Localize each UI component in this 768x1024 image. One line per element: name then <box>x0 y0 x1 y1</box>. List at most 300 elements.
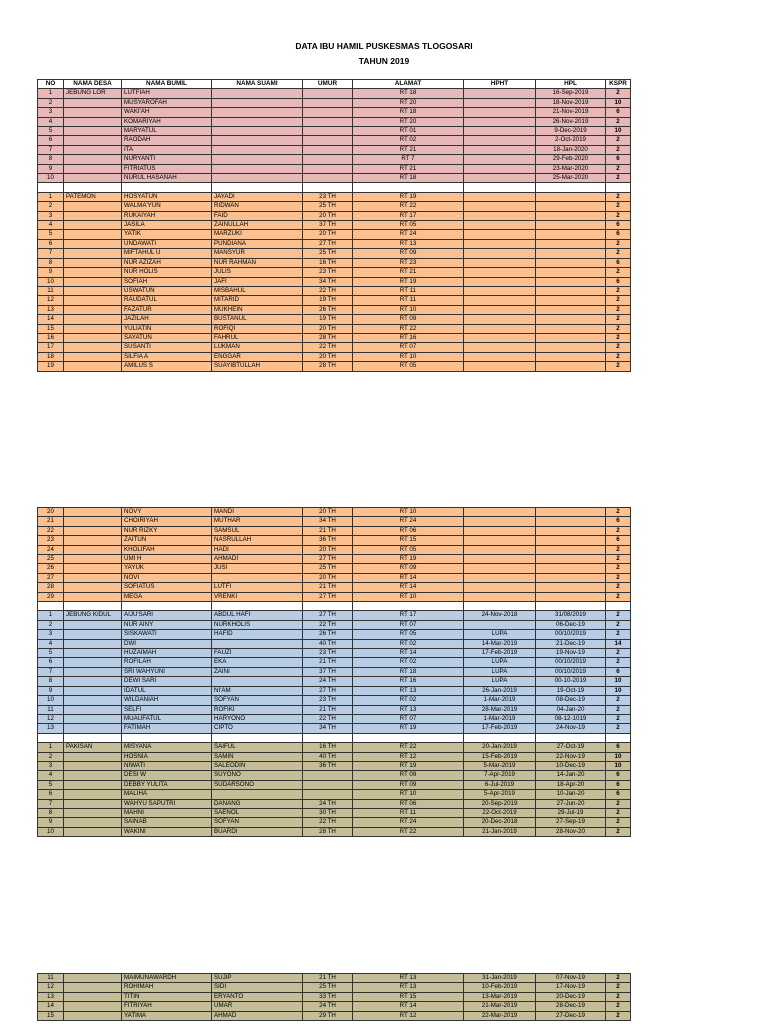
cell-alamat: RT 17 <box>353 611 464 620</box>
cell-umur <box>303 733 353 742</box>
cell-no: 6 <box>38 136 64 145</box>
cell-kspr: 2 <box>606 649 631 658</box>
cell-hpl <box>536 305 606 314</box>
cell-nama-desa <box>64 305 122 314</box>
cell-nama-suami: SOFYAN <box>212 696 303 705</box>
cell-umur: 37 TH <box>303 667 353 676</box>
cell-no: 7 <box>38 667 64 676</box>
cell-nama-bumil: SAYATUN <box>122 333 212 342</box>
cell-nama-suami: SAMSUL <box>212 526 303 535</box>
cell-umur: 24 TH <box>303 677 353 686</box>
cell-kspr: 2 <box>606 202 631 211</box>
cell-umur: 22 TH <box>303 286 353 295</box>
cell-nama-suami <box>212 108 303 117</box>
table-row <box>38 221 631 230</box>
cell-no: 5 <box>38 230 64 239</box>
cell-hpht <box>464 324 536 333</box>
cell-nama-bumil: DEBBY YULITA <box>122 780 212 789</box>
table-row <box>38 780 631 789</box>
cell-hpl <box>536 602 606 611</box>
cell-no: 10 <box>38 696 64 705</box>
cell-hpht <box>464 164 536 173</box>
cell-hpht <box>464 555 536 564</box>
cell-umur <box>303 145 353 154</box>
cell-hpht: 26-Jan-2019 <box>464 686 536 695</box>
cell-hpl <box>536 249 606 258</box>
cell-alamat: RT 05 <box>353 362 464 371</box>
cell-hpl: 22-Nov-19 <box>536 752 606 761</box>
cell-umur: 20 TH <box>303 352 353 361</box>
cell-hpht <box>464 268 536 277</box>
cell-no: 27 <box>38 573 64 582</box>
cell-nama-desa <box>64 583 122 592</box>
cell-nama-suami: EKA <box>212 658 303 667</box>
cell-hpht <box>464 249 536 258</box>
table-row <box>38 592 631 601</box>
cell-hpht <box>464 230 536 239</box>
cell-nama-bumil: MEGA <box>122 592 212 601</box>
cell-nama-suami: MARZUKI <box>212 230 303 239</box>
cell-hpht <box>464 202 536 211</box>
cell-nama-bumil <box>122 733 212 742</box>
cell-nama-bumil: FATIMAH <box>122 724 212 733</box>
cell-nama-bumil: NIWATI <box>122 761 212 770</box>
cell-kspr: 2 <box>606 211 631 220</box>
cell-nama-desa <box>64 362 122 371</box>
cell-hpl <box>536 517 606 526</box>
cell-hpl <box>536 592 606 601</box>
cell-alamat: RT 06 <box>353 526 464 535</box>
cell-nama-desa <box>64 211 122 220</box>
cell-umur <box>303 136 353 145</box>
cell-hpht <box>464 362 536 371</box>
cell-alamat: RT 20 <box>353 117 464 126</box>
cell-hpl <box>536 183 606 192</box>
cell-hpl: 19-Nov-19 <box>536 649 606 658</box>
cell-alamat: RT 22 <box>353 324 464 333</box>
cell-hpl: 21-Nov-2019 <box>536 108 606 117</box>
cell-alamat: RT 05 <box>353 545 464 554</box>
cell-nama-suami: ABDUL HAFI <box>212 611 303 620</box>
cell-no: 9 <box>38 164 64 173</box>
cell-no: 5 <box>38 780 64 789</box>
cell-hpht <box>464 602 536 611</box>
cell-no: 23 <box>38 536 64 545</box>
table-row <box>38 517 631 526</box>
cell-kspr: 2 <box>606 545 631 554</box>
cell-kspr: 6 <box>606 517 631 526</box>
cell-no: 9 <box>38 686 64 695</box>
cell-nama-desa <box>64 686 122 695</box>
cell-umur: 20 TH <box>303 230 353 239</box>
cell-hpht: LUPA <box>464 667 536 676</box>
cell-nama-suami <box>212 733 303 742</box>
cell-hpl <box>536 564 606 573</box>
cell-hpht <box>464 136 536 145</box>
table-row <box>38 724 631 733</box>
cell-nama-suami: BUSTANUL <box>212 315 303 324</box>
cell-nama-suami <box>212 677 303 686</box>
table-row <box>38 239 631 248</box>
cell-hpht <box>464 277 536 286</box>
table-row <box>38 992 631 1001</box>
cell-nama-suami: BUARDI <box>212 827 303 836</box>
cell-nama-desa <box>64 564 122 573</box>
table-row <box>38 752 631 761</box>
cell-hpl <box>536 230 606 239</box>
cell-nama-suami: DANANG <box>212 799 303 808</box>
cell-alamat: RT 02 <box>353 639 464 648</box>
cell-alamat: RT 22 <box>353 827 464 836</box>
table-row <box>38 508 631 517</box>
cell-hpht: 15-Feb-2019 <box>464 752 536 761</box>
cell-kspr <box>606 733 631 742</box>
cell-nama-bumil: CHOIRIYAH <box>122 517 212 526</box>
cell-nama-bumil: DEWI SARI <box>122 677 212 686</box>
cell-hpl: 17-Nov-19 <box>536 983 606 992</box>
cell-nama-desa <box>64 790 122 799</box>
cell-no: 2 <box>38 98 64 107</box>
cell-nama-bumil: USWATUN <box>122 286 212 295</box>
table-row <box>38 799 631 808</box>
cell-no: 6 <box>38 239 64 248</box>
cell-nama-bumil: ITA <box>122 145 212 154</box>
cell-hpl: 27-Oct-19 <box>536 743 606 752</box>
cell-hpl: 2-Oct-2019 <box>536 136 606 145</box>
cell-hpl: 10-Dec-19 <box>536 761 606 770</box>
cell-nama-suami: JULIS <box>212 268 303 277</box>
cell-alamat: RT 10 <box>353 508 464 517</box>
cell-kspr <box>606 602 631 611</box>
cell-nama-suami <box>212 174 303 183</box>
cell-umur: 25 TH <box>303 564 353 573</box>
cell-no: 3 <box>38 630 64 639</box>
cell-nama-desa <box>64 761 122 770</box>
cell-nama-desa <box>64 164 122 173</box>
cell-umur: 40 TH <box>303 639 353 648</box>
cell-hpl <box>536 583 606 592</box>
cell-hpl: 08-12-1019 <box>536 714 606 723</box>
cell-hpl <box>536 526 606 535</box>
cell-no: 28 <box>38 583 64 592</box>
cell-alamat <box>353 183 464 192</box>
table-spacer-row <box>38 183 631 192</box>
cell-nama-suami <box>212 602 303 611</box>
cell-nama-suami <box>212 164 303 173</box>
cell-hpht: 20-Dec-2018 <box>464 818 536 827</box>
cell-hpht: 21-Mar-2019 <box>464 1002 536 1011</box>
cell-nama-suami: LUKMAN <box>212 343 303 352</box>
cell-umur: 22 TH <box>303 714 353 723</box>
cell-nama-suami: ZAINULLAH <box>212 221 303 230</box>
cell-nama-bumil: SOFIAH <box>122 277 212 286</box>
cell-kspr: 10 <box>606 686 631 695</box>
cell-nama-bumil: MIFTAHUL U <box>122 249 212 258</box>
cell-nama-suami: JAYADI <box>212 192 303 201</box>
cell-kspr: 6 <box>606 221 631 230</box>
cell-alamat: RT 06 <box>353 799 464 808</box>
cell-no: 21 <box>38 517 64 526</box>
cell-umur: 36 TH <box>303 761 353 770</box>
cell-no: 11 <box>38 286 64 295</box>
cell-no: 4 <box>38 771 64 780</box>
cell-nama-bumil: DWI <box>122 639 212 648</box>
table-row <box>38 620 631 629</box>
table-row <box>38 611 631 620</box>
cell-hpht <box>464 733 536 742</box>
cell-hpht <box>464 117 536 126</box>
table-row <box>38 536 631 545</box>
cell-hpht: 13-Mar-2019 <box>464 992 536 1001</box>
cell-umur <box>303 98 353 107</box>
cell-no <box>38 183 64 192</box>
cell-nama-bumil: KHOLIFAH <box>122 545 212 554</box>
cell-no: 17 <box>38 343 64 352</box>
cell-no: 4 <box>38 117 64 126</box>
cell-kspr: 2 <box>606 117 631 126</box>
cell-hpl: 00/10/2019 <box>536 630 606 639</box>
cell-umur: 21 TH <box>303 705 353 714</box>
cell-alamat: RT 02 <box>353 658 464 667</box>
cell-hpl: 29-Jul-19 <box>536 808 606 817</box>
cell-hpl: 27-Dec-19 <box>536 1011 606 1020</box>
table-row <box>38 127 631 136</box>
cell-nama-suami <box>212 127 303 136</box>
cell-kspr: 2 <box>606 89 631 98</box>
cell-umur <box>303 108 353 117</box>
cell-kspr: 2 <box>606 324 631 333</box>
cell-hpht <box>464 620 536 629</box>
cell-alamat: RT 10 <box>353 352 464 361</box>
cell-nama-bumil: FITRIATUS <box>122 164 212 173</box>
cell-umur: 27 TH <box>303 686 353 695</box>
cell-hpht <box>464 258 536 267</box>
cell-alamat: RT 02 <box>353 696 464 705</box>
cell-no: 8 <box>38 677 64 686</box>
cell-hpht <box>464 315 536 324</box>
cell-hpl <box>536 324 606 333</box>
cell-nama-bumil: WILDANIAH <box>122 696 212 705</box>
cell-hpht: 7-Apr-2019 <box>464 771 536 780</box>
cell-no: 20 <box>38 508 64 517</box>
table-row <box>38 639 631 648</box>
cell-umur: 20 TH <box>303 545 353 554</box>
cell-nama-bumil: UNDAWATI <box>122 239 212 248</box>
cell-alamat <box>353 602 464 611</box>
cell-nama-bumil: HUZAIMAH <box>122 649 212 658</box>
cell-hpl <box>536 286 606 295</box>
cell-nama-bumil: MAIMUNAWARDH <box>122 974 212 983</box>
cell-no: 12 <box>38 983 64 992</box>
cell-nama-suami: AHMADI <box>212 555 303 564</box>
cell-nama-desa: JEBUNG KIDUL <box>64 611 122 620</box>
cell-hpht <box>464 564 536 573</box>
column-header: HPL <box>536 80 606 89</box>
cell-no: 8 <box>38 808 64 817</box>
cell-umur: 27 TH <box>303 611 353 620</box>
cell-nama-desa <box>64 620 122 629</box>
cell-umur: 21 TH <box>303 583 353 592</box>
cell-alamat: RT 17 <box>353 211 464 220</box>
cell-alamat: RT 19 <box>353 192 464 201</box>
cell-nama-suami: ZAINI <box>212 667 303 676</box>
table-row <box>38 974 631 983</box>
cell-hpht: 20-Sep-2019 <box>464 799 536 808</box>
cell-alamat: RT 21 <box>353 268 464 277</box>
cell-nama-suami: FAHRUL <box>212 333 303 342</box>
cell-nama-suami <box>212 155 303 164</box>
cell-hpht <box>464 592 536 601</box>
cell-hpl <box>536 536 606 545</box>
table-row <box>38 983 631 992</box>
cell-kspr: 6 <box>606 277 631 286</box>
cell-nama-desa <box>64 658 122 667</box>
cell-nama-bumil: NUR RIZKY <box>122 526 212 535</box>
cell-no: 26 <box>38 564 64 573</box>
cell-hpht: 6-Jul-2019 <box>464 780 536 789</box>
cell-kspr: 6 <box>606 771 631 780</box>
table-row <box>38 192 631 201</box>
cell-alamat: RT 07 <box>353 343 464 352</box>
cell-kspr: 6 <box>606 108 631 117</box>
cell-nama-desa <box>64 136 122 145</box>
cell-umur <box>303 602 353 611</box>
table-row <box>38 686 631 695</box>
cell-nama-bumil: WAHYU SAPUTRI <box>122 799 212 808</box>
table-row <box>38 98 631 107</box>
column-header: KSPR <box>606 80 631 89</box>
cell-nama-desa <box>64 145 122 154</box>
cell-nama-suami: SAMIN <box>212 752 303 761</box>
cell-no: 12 <box>38 296 64 305</box>
cell-kspr: 2 <box>606 974 631 983</box>
cell-no: 22 <box>38 526 64 535</box>
cell-nama-desa: PATEMON <box>64 192 122 201</box>
cell-umur: 27 TH <box>303 239 353 248</box>
cell-hpl: 04-Jan-20 <box>536 705 606 714</box>
table-row <box>38 714 631 723</box>
cell-nama-desa <box>64 98 122 107</box>
cell-hpht: 20-Jan-2019 <box>464 743 536 752</box>
cell-nama-desa <box>64 733 122 742</box>
cell-nama-suami: ROFIKI <box>212 705 303 714</box>
cell-nama-bumil: MARYATUL <box>122 127 212 136</box>
cell-nama-bumil: TITIN <box>122 992 212 1001</box>
cell-kspr: 2 <box>606 724 631 733</box>
table-row <box>38 1011 631 1020</box>
cell-nama-desa <box>64 268 122 277</box>
cell-nama-bumil: KOMARIYAH <box>122 117 212 126</box>
table-row <box>38 818 631 827</box>
cell-kspr: 2 <box>606 1002 631 1011</box>
cell-nama-suami: PUNDIANA <box>212 239 303 248</box>
cell-kspr: 2 <box>606 983 631 992</box>
cell-alamat: RT 12 <box>353 1011 464 1020</box>
cell-nama-suami: HARYONO <box>212 714 303 723</box>
cell-nama-bumil: MUAUFATUL <box>122 714 212 723</box>
cell-nama-desa <box>64 602 122 611</box>
cell-kspr: 10 <box>606 752 631 761</box>
cell-hpl: 10-Jan-20 <box>536 790 606 799</box>
cell-hpl: 24-Nov-19 <box>536 724 606 733</box>
cell-alamat: RT 14 <box>353 649 464 658</box>
cell-umur <box>303 183 353 192</box>
cell-kspr: 2 <box>606 620 631 629</box>
cell-alamat: RT 24 <box>353 517 464 526</box>
cell-hpht: 24-Nov-2018 <box>464 611 536 620</box>
cell-nama-desa: PAKISAN <box>64 743 122 752</box>
document-title: DATA IBU HAMIL PUSKESMAS TLOGOSARI <box>295 41 473 51</box>
cell-umur <box>303 89 353 98</box>
cell-kspr: 2 <box>606 799 631 808</box>
table-row <box>38 155 631 164</box>
cell-nama-desa <box>64 277 122 286</box>
cell-no: 1 <box>38 743 64 752</box>
table-row <box>38 827 631 836</box>
cell-kspr: 2 <box>606 305 631 314</box>
cell-hpl: 20-Dec-19 <box>536 992 606 1001</box>
table-row <box>38 277 631 286</box>
cell-alamat: RT 24 <box>353 230 464 239</box>
cell-kspr: 10 <box>606 127 631 136</box>
cell-nama-bumil: HOSYATUN <box>122 192 212 201</box>
cell-nama-desa <box>64 333 122 342</box>
cell-nama-bumil: NOVY <box>122 508 212 517</box>
cell-hpl: 00/10/2019 <box>536 667 606 676</box>
cell-alamat: RT 10 <box>353 592 464 601</box>
cell-nama-suami <box>212 790 303 799</box>
cell-nama-bumil: ROFILAH <box>122 658 212 667</box>
table-row <box>38 249 631 258</box>
cell-nama-bumil: MISYANA <box>122 743 212 752</box>
cell-nama-desa <box>64 714 122 723</box>
cell-nama-suami <box>212 145 303 154</box>
cell-hpl: 28-Nov-20 <box>536 827 606 836</box>
cell-nama-bumil: YAYUK <box>122 564 212 573</box>
table-row <box>38 164 631 173</box>
cell-no: 5 <box>38 127 64 136</box>
cell-no: 7 <box>38 145 64 154</box>
table-row <box>38 555 631 564</box>
cell-kspr: 2 <box>606 827 631 836</box>
cell-no: 11 <box>38 974 64 983</box>
cell-nama-bumil: YATIK <box>122 230 212 239</box>
cell-nama-desa <box>64 677 122 686</box>
cell-nama-desa <box>64 108 122 117</box>
cell-umur: 22 TH <box>303 818 353 827</box>
cell-hpht <box>464 343 536 352</box>
cell-nama-desa <box>64 324 122 333</box>
cell-nama-suami: NI'AM <box>212 686 303 695</box>
cell-hpl <box>536 362 606 371</box>
cell-alamat: RT 13 <box>353 983 464 992</box>
table-row <box>38 573 631 582</box>
cell-kspr: 6 <box>606 667 631 676</box>
table-row <box>38 545 631 554</box>
cell-nama-suami: AHMAD <box>212 1011 303 1020</box>
cell-umur: 36 TH <box>303 536 353 545</box>
cell-hpht <box>464 573 536 582</box>
cell-umur: 16 TH <box>303 258 353 267</box>
cell-alamat: RT 09 <box>353 780 464 789</box>
cell-alamat: RT 05 <box>353 630 464 639</box>
cell-hpl <box>536 239 606 248</box>
cell-kspr: 6 <box>606 536 631 545</box>
cell-nama-desa <box>64 536 122 545</box>
cell-kspr: 2 <box>606 174 631 183</box>
table-row <box>38 790 631 799</box>
cell-alamat: RT 10 <box>353 305 464 314</box>
